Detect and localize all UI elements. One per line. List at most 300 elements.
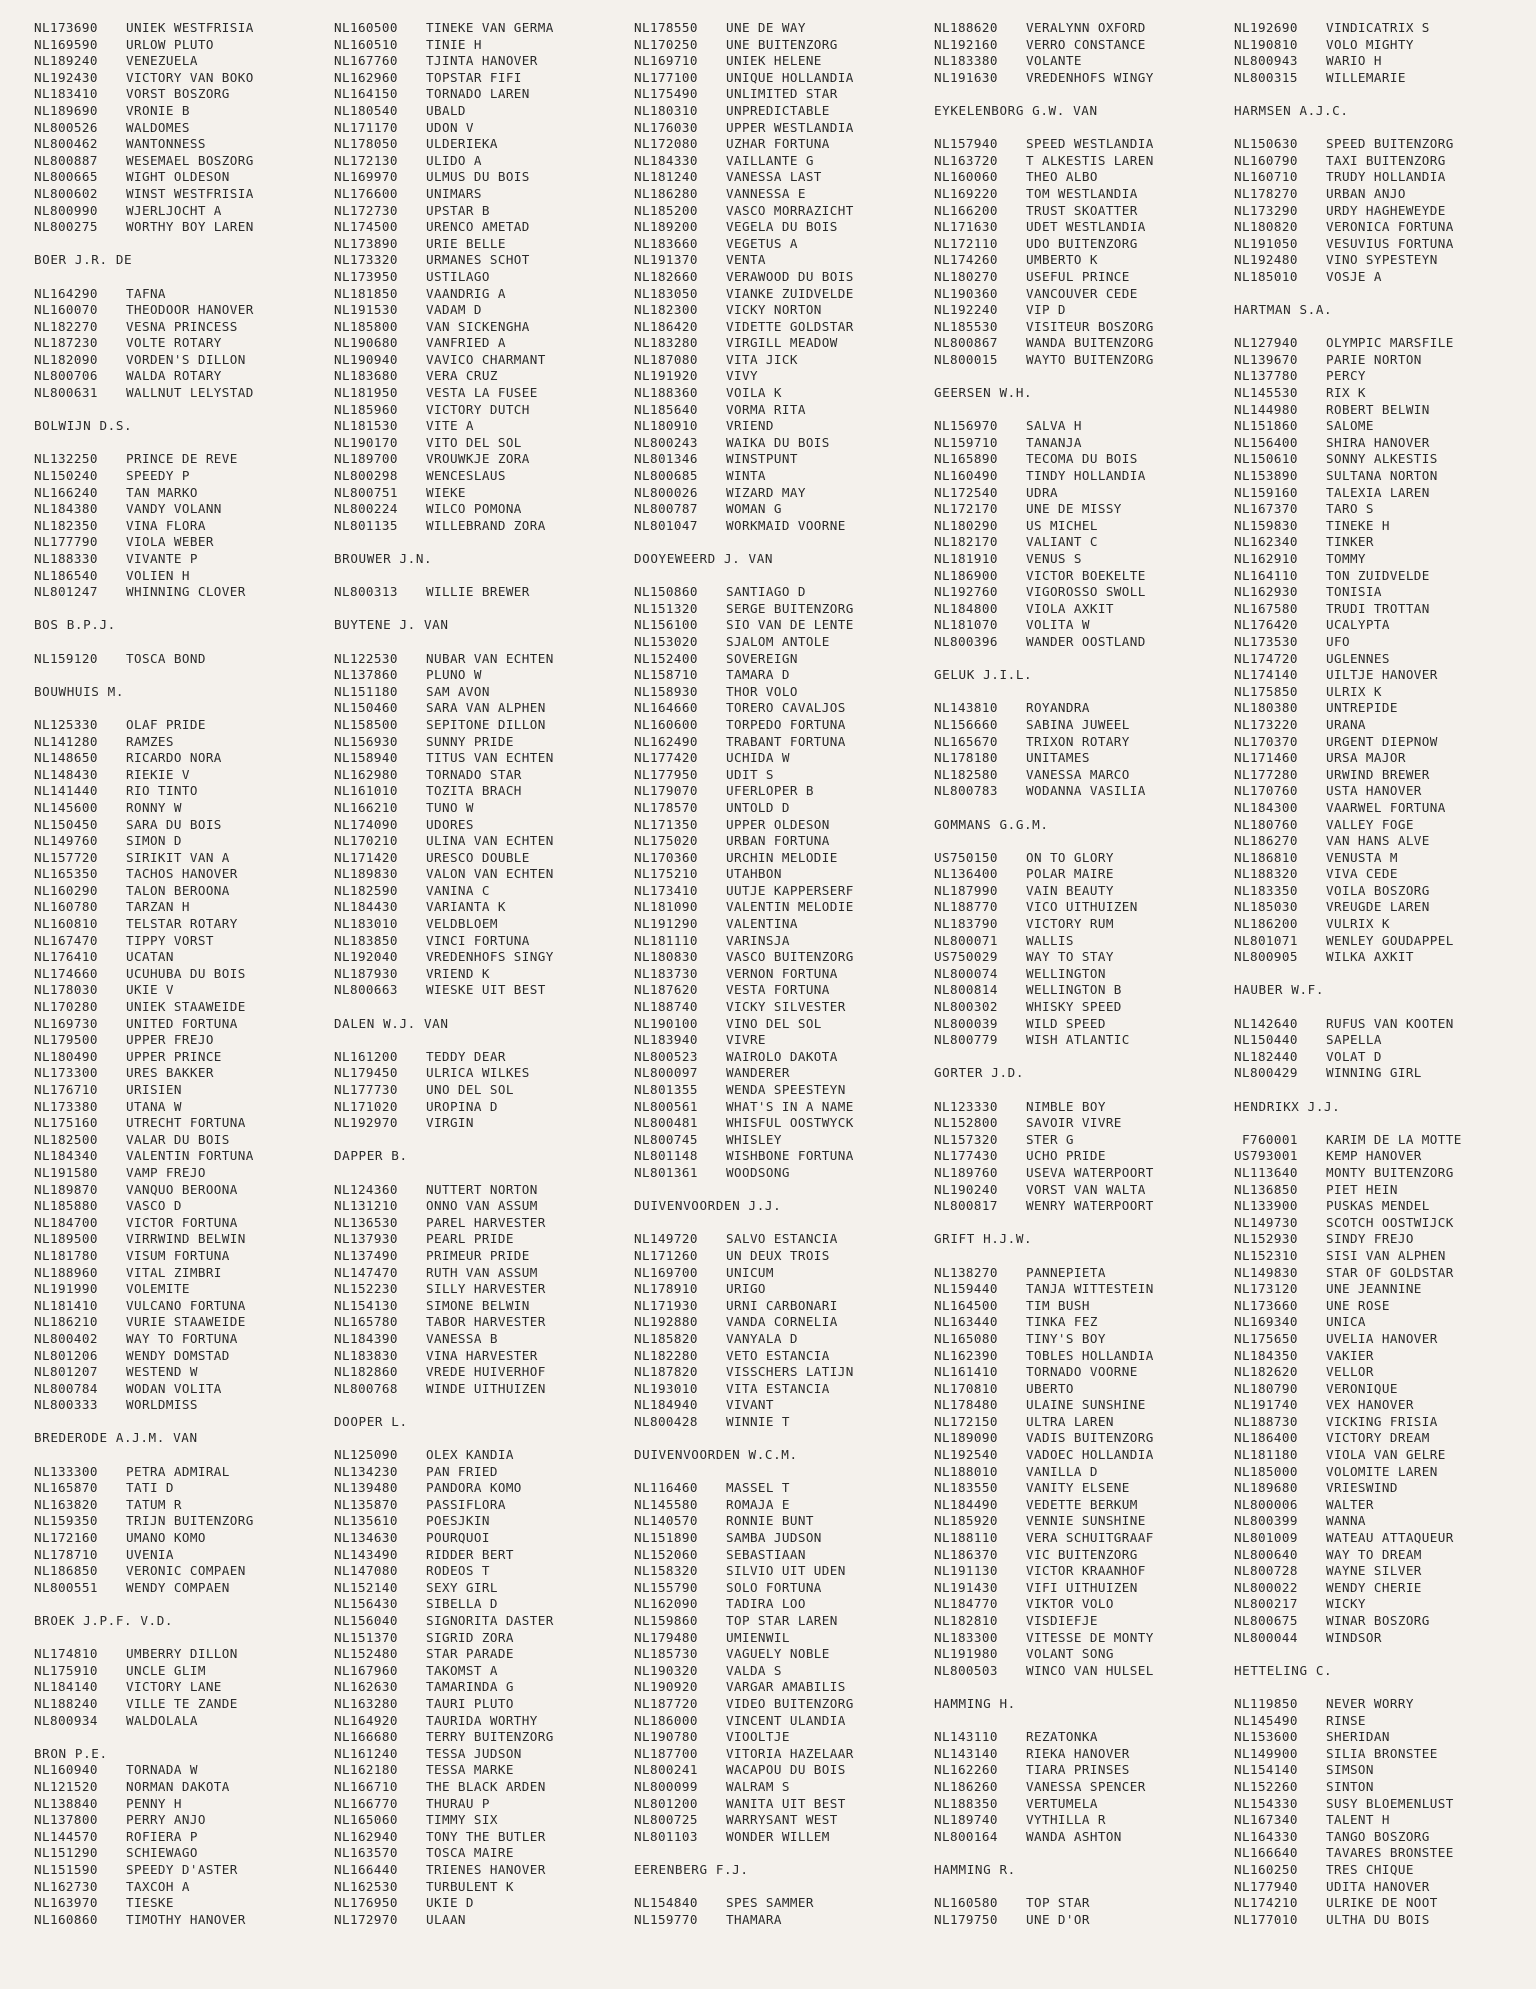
register-entry bbox=[334, 1646, 634, 1663]
horse-name: URNI CARBONARI bbox=[726, 1297, 838, 1313]
registration-number: NL175020 bbox=[634, 833, 698, 849]
registration-number: NL172110 bbox=[934, 235, 998, 251]
blank-line bbox=[334, 1032, 634, 1049]
register-entry bbox=[1234, 750, 1534, 767]
register-entry bbox=[934, 1746, 1234, 1763]
register-entry bbox=[634, 1613, 934, 1630]
registration-number: NL800099 bbox=[634, 1778, 698, 1794]
owner-heading: HAMMING H. bbox=[934, 1695, 1016, 1711]
registration-number: NL162730 bbox=[34, 1878, 98, 1894]
horse-name: US MICHEL bbox=[1026, 517, 1098, 533]
registration-number: NL189700 bbox=[334, 451, 398, 467]
registration-number: NL189870 bbox=[34, 1181, 98, 1197]
registration-number: NL119850 bbox=[1234, 1695, 1298, 1711]
registration-number: NL173890 bbox=[334, 235, 398, 251]
horse-name: OLAF PRIDE bbox=[126, 716, 206, 732]
register-entry bbox=[1234, 1016, 1534, 1033]
horse-name: RIX K bbox=[1326, 385, 1366, 401]
horse-name: VESTA FORTUNA bbox=[726, 982, 830, 998]
horse-name: WALLNUT LELYSTAD bbox=[126, 385, 254, 401]
horse-name: VIOOLTJE bbox=[726, 1729, 790, 1745]
register-entry bbox=[634, 1912, 934, 1929]
horse-name: UNTREPIDE bbox=[1326, 700, 1398, 716]
register-entry bbox=[634, 1547, 934, 1564]
register-entry bbox=[634, 1663, 934, 1680]
horse-name: WATEAU ATTAQUEUR bbox=[1326, 1530, 1454, 1546]
registration-number: NL152800 bbox=[934, 1115, 998, 1131]
horse-name: UPPER WESTLANDIA bbox=[726, 119, 854, 135]
horse-name: PIET HEIN bbox=[1326, 1181, 1398, 1197]
horse-name: WOMAN G bbox=[726, 501, 782, 517]
register-entry bbox=[334, 1729, 634, 1746]
horse-name: VORMA RITA bbox=[726, 401, 806, 417]
horse-name: UPPER PRINCE bbox=[126, 1048, 222, 1064]
horse-name: TOMMY bbox=[1326, 551, 1366, 566]
horse-name: TERRY BUITENZORG bbox=[426, 1729, 554, 1745]
registration-number: NL159160 bbox=[1234, 484, 1298, 500]
horse-name: SABINA JUWEEL bbox=[1026, 716, 1130, 732]
horse-name: WENCESLAUS bbox=[426, 468, 506, 484]
register-entry bbox=[634, 1016, 934, 1033]
registration-number: NL186260 bbox=[934, 1778, 998, 1794]
registration-number: NL800097 bbox=[634, 1065, 698, 1081]
registration-number: NL150610 bbox=[1234, 451, 1298, 467]
register-entry bbox=[934, 584, 1234, 601]
registration-number: NL172150 bbox=[934, 1413, 998, 1429]
registration-number: NL165060 bbox=[334, 1812, 398, 1828]
registration-number: NL173320 bbox=[334, 252, 398, 268]
horse-name: TAURI PLUTO bbox=[426, 1695, 514, 1711]
registration-number: NL188110 bbox=[934, 1530, 998, 1546]
registration-number: NL183850 bbox=[334, 932, 398, 948]
horse-name: VULRIX K bbox=[1326, 916, 1390, 932]
horse-name: SIBELLA D bbox=[426, 1596, 498, 1612]
registration-number: NL800725 bbox=[634, 1812, 698, 1828]
registration-number: NL182660 bbox=[634, 268, 698, 284]
column-3 bbox=[634, 20, 934, 1989]
horse-name: THOR VOLO bbox=[726, 683, 798, 699]
register-entry bbox=[934, 1596, 1234, 1613]
registration-number: NL170370 bbox=[1234, 733, 1298, 749]
register-entry bbox=[34, 734, 334, 751]
register-entry bbox=[334, 1331, 634, 1348]
horse-name: VAIN BEAUTY bbox=[1026, 882, 1114, 898]
horse-name: UNIEK STAAWEIDE bbox=[126, 999, 246, 1015]
horse-name: VENNIE SUNSHINE bbox=[1026, 1513, 1146, 1529]
register-entry bbox=[334, 1845, 634, 1862]
horse-name: VIRRWIND BELWIN bbox=[126, 1231, 246, 1247]
horse-name: TOM WESTLANDIA bbox=[1026, 185, 1138, 201]
register-entry bbox=[1234, 153, 1534, 170]
horse-name: WINSTPUNT bbox=[726, 451, 798, 467]
registration-number: NL184340 bbox=[34, 1148, 98, 1164]
horse-name: WAIROLO DAKOTA bbox=[726, 1048, 838, 1064]
horse-name: TRIJN BUITENZORG bbox=[126, 1513, 254, 1529]
register-entry bbox=[334, 833, 634, 850]
blank-line bbox=[934, 1879, 1234, 1896]
register-entry bbox=[634, 1314, 934, 1331]
registration-number: NL801355 bbox=[634, 1082, 698, 1097]
horse-name: WODAN VOLITA bbox=[126, 1380, 222, 1396]
blank-line bbox=[634, 568, 934, 585]
horse-name: UNE DE WAY bbox=[726, 20, 806, 35]
register-entry bbox=[334, 1530, 634, 1547]
registration-number: NL801346 bbox=[634, 451, 698, 467]
register-entry bbox=[934, 734, 1234, 751]
horse-name: WAYTO BUITENZORG bbox=[1026, 351, 1154, 367]
horse-name: ULAINE SUNSHINE bbox=[1026, 1397, 1146, 1413]
horse-name: PANDORA KOMO bbox=[426, 1480, 522, 1496]
registration-number: NL176950 bbox=[334, 1895, 398, 1911]
register-entry bbox=[934, 1829, 1234, 1846]
register-entry bbox=[934, 1447, 1234, 1464]
registration-number: NL153600 bbox=[1234, 1729, 1298, 1745]
horse-name: VIVA CEDE bbox=[1326, 866, 1398, 882]
register-entry bbox=[1234, 20, 1534, 37]
horse-name: UVELIA HANOVER bbox=[1326, 1330, 1438, 1346]
register-entry bbox=[634, 833, 934, 850]
horse-name: WANTONNESS bbox=[126, 136, 206, 152]
registration-number: NL169970 bbox=[334, 169, 398, 185]
horse-name: SIMSON bbox=[1326, 1762, 1374, 1778]
register-entry bbox=[634, 120, 934, 137]
horse-name: VINO DEL SOL bbox=[726, 1015, 822, 1031]
registration-number: NL186000 bbox=[634, 1712, 698, 1728]
registration-number: NL188240 bbox=[34, 1695, 98, 1711]
registration-number: NL191130 bbox=[934, 1563, 998, 1579]
registration-number: NL170250 bbox=[634, 36, 698, 52]
registration-number: NL801009 bbox=[1234, 1530, 1298, 1546]
horse-name: WODANNA VASILIA bbox=[1026, 783, 1146, 799]
registration-number: NL177940 bbox=[1234, 1878, 1298, 1894]
register-entry bbox=[34, 1049, 334, 1066]
registration-number: NL160580 bbox=[934, 1895, 998, 1911]
registration-number: NL143490 bbox=[334, 1546, 398, 1562]
register-entry bbox=[934, 1895, 1234, 1912]
register-entry bbox=[34, 551, 334, 568]
register-entry bbox=[34, 1895, 334, 1912]
register-entry bbox=[934, 485, 1234, 502]
blank-line bbox=[934, 684, 1234, 701]
register-entry bbox=[934, 269, 1234, 286]
horse-name: VISUM FORTUNA bbox=[126, 1247, 230, 1263]
registration-number: NL183050 bbox=[634, 285, 698, 301]
horse-name: PRINCE DE REVE bbox=[126, 451, 238, 467]
registration-number: NL800241 bbox=[634, 1762, 698, 1778]
registration-number: NL189740 bbox=[934, 1812, 998, 1828]
register-entry bbox=[334, 1182, 634, 1199]
register-entry bbox=[934, 1663, 1234, 1680]
register-entry bbox=[934, 37, 1234, 54]
register-entry bbox=[34, 1497, 334, 1514]
registration-number: NL175490 bbox=[634, 86, 698, 102]
horse-name: TARO S bbox=[1326, 501, 1374, 517]
horse-name: TANJA WITTESTEIN bbox=[1026, 1281, 1154, 1297]
register-entry bbox=[34, 651, 334, 668]
blank-line bbox=[334, 1430, 634, 1447]
register-entry bbox=[34, 136, 334, 153]
register-entry bbox=[934, 1198, 1234, 1215]
registration-number: NL185200 bbox=[634, 202, 698, 218]
register-entry bbox=[34, 1381, 334, 1398]
horse-name: NORMAN DAKOTA bbox=[126, 1778, 230, 1794]
horse-name: TIARA PRINSES bbox=[1026, 1762, 1130, 1778]
register-entry bbox=[634, 1679, 934, 1696]
register-entry bbox=[1234, 169, 1534, 186]
register-entry bbox=[334, 684, 634, 701]
register-entry bbox=[334, 385, 634, 402]
register-entry bbox=[334, 651, 634, 668]
register-entry bbox=[34, 86, 334, 103]
registration-number: NL150460 bbox=[334, 700, 398, 716]
horse-name: TIMOTHY HANOVER bbox=[126, 1911, 246, 1927]
registration-number: NL156040 bbox=[334, 1613, 398, 1628]
register-entry bbox=[634, 186, 934, 203]
horse-name: SERGE BUITENZORG bbox=[726, 600, 854, 616]
registration-number: NL140570 bbox=[634, 1513, 698, 1529]
registration-number: NL187620 bbox=[634, 982, 698, 998]
horse-name: ULINA VAN ECHTEN bbox=[426, 833, 554, 849]
horse-name: VESTA LA FUSEE bbox=[426, 385, 538, 401]
registration-number: NL184140 bbox=[34, 1679, 98, 1695]
register-entry bbox=[334, 783, 634, 800]
registration-number: NL191370 bbox=[634, 252, 698, 268]
register-entry bbox=[634, 368, 934, 385]
register-entry bbox=[34, 916, 334, 933]
registration-number: NL186900 bbox=[934, 567, 998, 583]
registration-number: NL163820 bbox=[34, 1496, 98, 1512]
horse-name: RINSE bbox=[1326, 1712, 1366, 1728]
register-entry bbox=[634, 1082, 934, 1099]
horse-name: VAKIER bbox=[1326, 1347, 1374, 1363]
horse-name: VIVRE bbox=[726, 1032, 766, 1048]
registration-number: NL165870 bbox=[34, 1480, 98, 1496]
horse-name: UVENIA bbox=[126, 1546, 174, 1562]
horse-name: VICKY NORTON bbox=[726, 302, 822, 318]
registration-number: NL184390 bbox=[334, 1330, 398, 1346]
blank-line bbox=[334, 999, 634, 1016]
horse-name: TORNADO STAR bbox=[426, 766, 522, 782]
blank-line bbox=[934, 120, 1234, 137]
horse-name: RODEOS T bbox=[426, 1563, 490, 1579]
register-entry bbox=[1234, 1779, 1534, 1796]
register-entry bbox=[1234, 949, 1534, 966]
horse-name: URBAN ANJO bbox=[1326, 185, 1406, 201]
register-entry bbox=[334, 883, 634, 900]
horse-name: WHISFUL OOSTWYCK bbox=[726, 1115, 854, 1131]
horse-name: UNE BUITENZORG bbox=[726, 36, 838, 52]
register-entry bbox=[634, 1563, 934, 1580]
registration-number: NL193010 bbox=[634, 1380, 698, 1396]
registration-number: NL191990 bbox=[34, 1281, 98, 1297]
register-entry bbox=[634, 402, 934, 419]
register-entry bbox=[934, 1165, 1234, 1182]
register-entry bbox=[1234, 1580, 1534, 1597]
registration-number: NL154840 bbox=[634, 1895, 698, 1911]
horse-name: WJERLJOCHT A bbox=[126, 202, 222, 218]
column-4 bbox=[934, 20, 1234, 1989]
register-entry bbox=[334, 1912, 634, 1929]
registration-number: NL171260 bbox=[634, 1247, 698, 1263]
registration-number: NL167470 bbox=[34, 932, 98, 948]
horse-name: ON TO GLORY bbox=[1026, 849, 1114, 865]
registration-number: NL800302 bbox=[934, 999, 998, 1015]
horse-name: WOODSONG bbox=[726, 1164, 790, 1180]
horse-name: UMANO KOMO bbox=[126, 1530, 206, 1546]
horse-name: SEBASTIAAN bbox=[726, 1546, 806, 1562]
horse-name: WINST WESTFRISIA bbox=[126, 185, 254, 201]
registration-number: NL144980 bbox=[1234, 401, 1298, 417]
horse-name: TINIE H bbox=[426, 36, 482, 52]
registration-number: NL191630 bbox=[934, 69, 998, 85]
horse-name: UDO BUITENZORG bbox=[1026, 235, 1138, 251]
registration-number: NL186280 bbox=[634, 185, 698, 201]
horse-name: WIGHT OLDESON bbox=[126, 169, 230, 185]
horse-name: VANYALA D bbox=[726, 1330, 798, 1346]
horse-name: SPEEDY D'ASTER bbox=[126, 1861, 238, 1877]
horse-name: TOP STAR bbox=[1026, 1895, 1090, 1911]
horse-name: URSA MAJOR bbox=[1326, 750, 1406, 766]
registration-number: NL800817 bbox=[934, 1198, 998, 1214]
registration-number: NL164290 bbox=[34, 285, 98, 301]
horse-name: UCATAN bbox=[126, 949, 174, 965]
registration-number: NL174140 bbox=[1234, 667, 1298, 683]
horse-name: VAARWEL FORTUNA bbox=[1326, 799, 1446, 815]
registration-number: NL143810 bbox=[934, 700, 998, 716]
horse-name: TINY'S BOY bbox=[1026, 1330, 1106, 1346]
owner-heading: DOOYEWEERD J. VAN bbox=[634, 551, 774, 566]
register-entry bbox=[1234, 1613, 1534, 1630]
registration-number: NL800551 bbox=[34, 1579, 98, 1595]
registration-number: NL183940 bbox=[634, 1032, 698, 1048]
horse-name: VIDETTE GOLDSTAR bbox=[726, 318, 854, 334]
register-entry bbox=[1234, 1497, 1534, 1514]
horse-name: VOLEMITE bbox=[126, 1281, 190, 1297]
horse-name: VAN SICKENGHA bbox=[426, 318, 530, 334]
horse-name: TUNO W bbox=[426, 799, 474, 815]
register-entry bbox=[934, 717, 1234, 734]
horse-name: VIANKE ZUIDVELDE bbox=[726, 285, 854, 301]
register-entry bbox=[1234, 37, 1534, 54]
horse-name: VICO UITHUIZEN bbox=[1026, 899, 1138, 915]
registration-number: NL141280 bbox=[34, 733, 98, 749]
horse-name: RUTH VAN ASSUM bbox=[426, 1264, 538, 1280]
registration-number: NL122530 bbox=[334, 650, 398, 666]
register-entry bbox=[334, 1879, 634, 1896]
registration-number: NL186810 bbox=[1234, 849, 1298, 865]
registration-number: NL800665 bbox=[34, 169, 98, 185]
registration-number: NL187700 bbox=[634, 1745, 698, 1761]
registration-number: NL171930 bbox=[634, 1297, 698, 1313]
registration-number: NL160500 bbox=[334, 20, 398, 35]
register-entry bbox=[934, 1630, 1234, 1647]
registration-number: NL160860 bbox=[34, 1911, 98, 1927]
registration-number: NL800164 bbox=[934, 1828, 998, 1844]
register-entry bbox=[34, 1231, 334, 1248]
owner-heading: BROEK J.P.F. V.D. bbox=[34, 1613, 174, 1628]
registration-number: NL800706 bbox=[34, 368, 98, 384]
register-entry bbox=[934, 1430, 1234, 1447]
register-entry bbox=[34, 982, 334, 999]
horse-name: RIEKIE V bbox=[126, 766, 190, 782]
register-entry bbox=[634, 634, 934, 651]
horse-name: RONNY W bbox=[126, 799, 182, 815]
horse-name: VORST BOSZORG bbox=[126, 86, 230, 102]
registration-number: NL175910 bbox=[34, 1662, 98, 1678]
horse-name: UNE D'OR bbox=[1026, 1911, 1090, 1927]
column-1 bbox=[34, 20, 334, 1989]
register-entry bbox=[1234, 734, 1534, 751]
registration-number: NL165890 bbox=[934, 451, 998, 467]
owner-heading: DALEN W.J. VAN bbox=[334, 1015, 449, 1031]
register-entry bbox=[34, 1796, 334, 1813]
horse-name: RIDDER BERT bbox=[426, 1546, 514, 1562]
horse-name: USEVA WATERPOORT bbox=[1026, 1164, 1154, 1180]
horse-name: TIPPY VORST bbox=[126, 932, 214, 948]
horse-name: WISH ATLANTIC bbox=[1026, 1032, 1130, 1048]
horse-name: RAMZES bbox=[126, 733, 174, 749]
registration-number: NL173120 bbox=[1234, 1281, 1298, 1297]
blank-line bbox=[34, 1630, 334, 1647]
horse-name: WELLINGTON bbox=[1026, 965, 1106, 981]
horse-name: VIKTOR VOLO bbox=[1026, 1596, 1114, 1612]
horse-name: WINNING GIRL bbox=[1326, 1065, 1422, 1081]
horse-name: VALENTINA bbox=[726, 916, 798, 932]
horse-name: MASSEL T bbox=[726, 1480, 790, 1496]
horse-name: VANDY VOLANN bbox=[126, 501, 222, 517]
horse-name: VROUWKJE ZORA bbox=[426, 451, 530, 467]
register-entry bbox=[1234, 1248, 1534, 1265]
registration-number: NL800728 bbox=[1234, 1563, 1298, 1579]
registration-number: NL180820 bbox=[1234, 219, 1298, 235]
registration-number: NL172170 bbox=[934, 501, 998, 517]
horse-name: VIRGILL MEADOW bbox=[726, 335, 838, 351]
registration-number: NL171020 bbox=[334, 1098, 398, 1114]
registration-number: NL127940 bbox=[1234, 335, 1298, 351]
registration-number: NL160810 bbox=[34, 916, 98, 932]
register-entry bbox=[34, 1281, 334, 1298]
registration-number: NL139480 bbox=[334, 1480, 398, 1496]
registration-number: NL156930 bbox=[334, 733, 398, 749]
register-entry bbox=[934, 1912, 1234, 1929]
blank-line bbox=[1234, 286, 1534, 303]
horse-name: UCUHUBA DU BOIS bbox=[126, 965, 246, 981]
registration-number: NL148430 bbox=[34, 766, 98, 782]
register-entry bbox=[934, 1646, 1234, 1663]
register-entry bbox=[334, 1895, 634, 1912]
registration-number: NL178030 bbox=[34, 982, 98, 998]
register-entry bbox=[1234, 219, 1534, 236]
registration-number: NL164920 bbox=[334, 1712, 398, 1728]
horse-name: WAY TO DREAM bbox=[1326, 1546, 1422, 1562]
horse-name: VARIANTA K bbox=[426, 899, 506, 915]
horse-name: ONNO VAN ASSUM bbox=[426, 1198, 538, 1214]
register-entry bbox=[934, 866, 1234, 883]
registration-number: NL137800 bbox=[34, 1812, 98, 1828]
horse-name: VRONIE B bbox=[126, 102, 190, 118]
horse-name: VITESSE DE MONTY bbox=[1026, 1629, 1154, 1645]
registration-number: NL187230 bbox=[34, 335, 98, 351]
register-entry bbox=[34, 1364, 334, 1381]
register-entry bbox=[634, 750, 934, 767]
register-entry bbox=[1234, 501, 1534, 518]
registration-number: NL170760 bbox=[1234, 783, 1298, 799]
registration-number: NL189830 bbox=[334, 866, 398, 882]
horse-name: VASCO MORRAZICHT bbox=[726, 202, 854, 218]
horse-name: VINCI FORTUNA bbox=[426, 932, 530, 948]
register-entry bbox=[34, 1397, 334, 1414]
horse-name: ULTRA LAREN bbox=[1026, 1413, 1114, 1429]
